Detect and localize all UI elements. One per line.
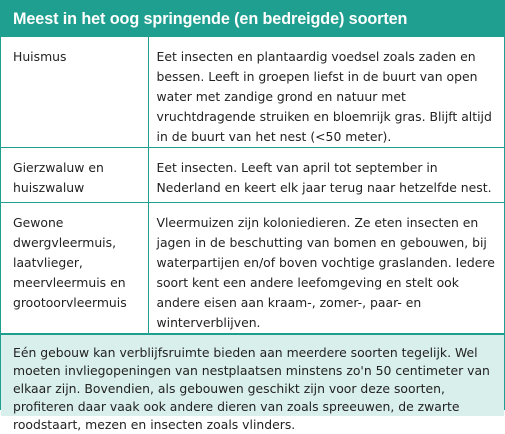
table-row [1, 37, 504, 148]
box-title: Meest in het oog springende (en bedreigde) soorten [1, 1, 504, 37]
species-description: Eet insecten. Leeft van april tot september in Nederland en keert elk jaar terug naar hetzelfde nest. [148, 148, 504, 203]
species-name: Gewone dwergvleermuis, laatvlieger, meervleermuis en grootoorvleermuis [1, 203, 148, 334]
species-name: Huismus [1, 37, 148, 148]
footer-note: Eén gebouw kan verblijfsruimte bieden aan meerdere soorten tegelijk. Wel moeten invliegopeningen van nestplaatsen minstens zo'n 50 centimeter van elkaar zijn. Bovendien, als gebouwen geschikt zijn voor deze soorten, profiteren daar vaak ook andere dieren van zoals spreeuwen, de zwarte roodstaart, mezen en insecten zoals vlinders. [1, 334, 504, 416]
species-name: Gierzwaluw en huiszwaluw [1, 148, 148, 203]
species-description: Eet insecten en plantaardig voedsel zoals zaden en bessen. Leeft in groepen liefst in de buurt van open water met zandige grond en natuur met vruchtdragende struiken en bloemrijk gras. Blijft altijd in de buurt van het nest (<50 meter). [148, 37, 504, 148]
table-row [1, 203, 504, 334]
species-table [1, 37, 504, 334]
species-description: Vleermuizen zijn koloniedieren. Ze eten insecten en jagen in de beschutting van bomen en gebouwen, bij waterpartijen en/of boven vochtige graslanden. Iedere soort kent een andere leefomgeving en stelt ook andere eisen aan kraam-, zomer-, paar- en winterverblijven. [148, 203, 504, 334]
table-row [1, 148, 504, 203]
